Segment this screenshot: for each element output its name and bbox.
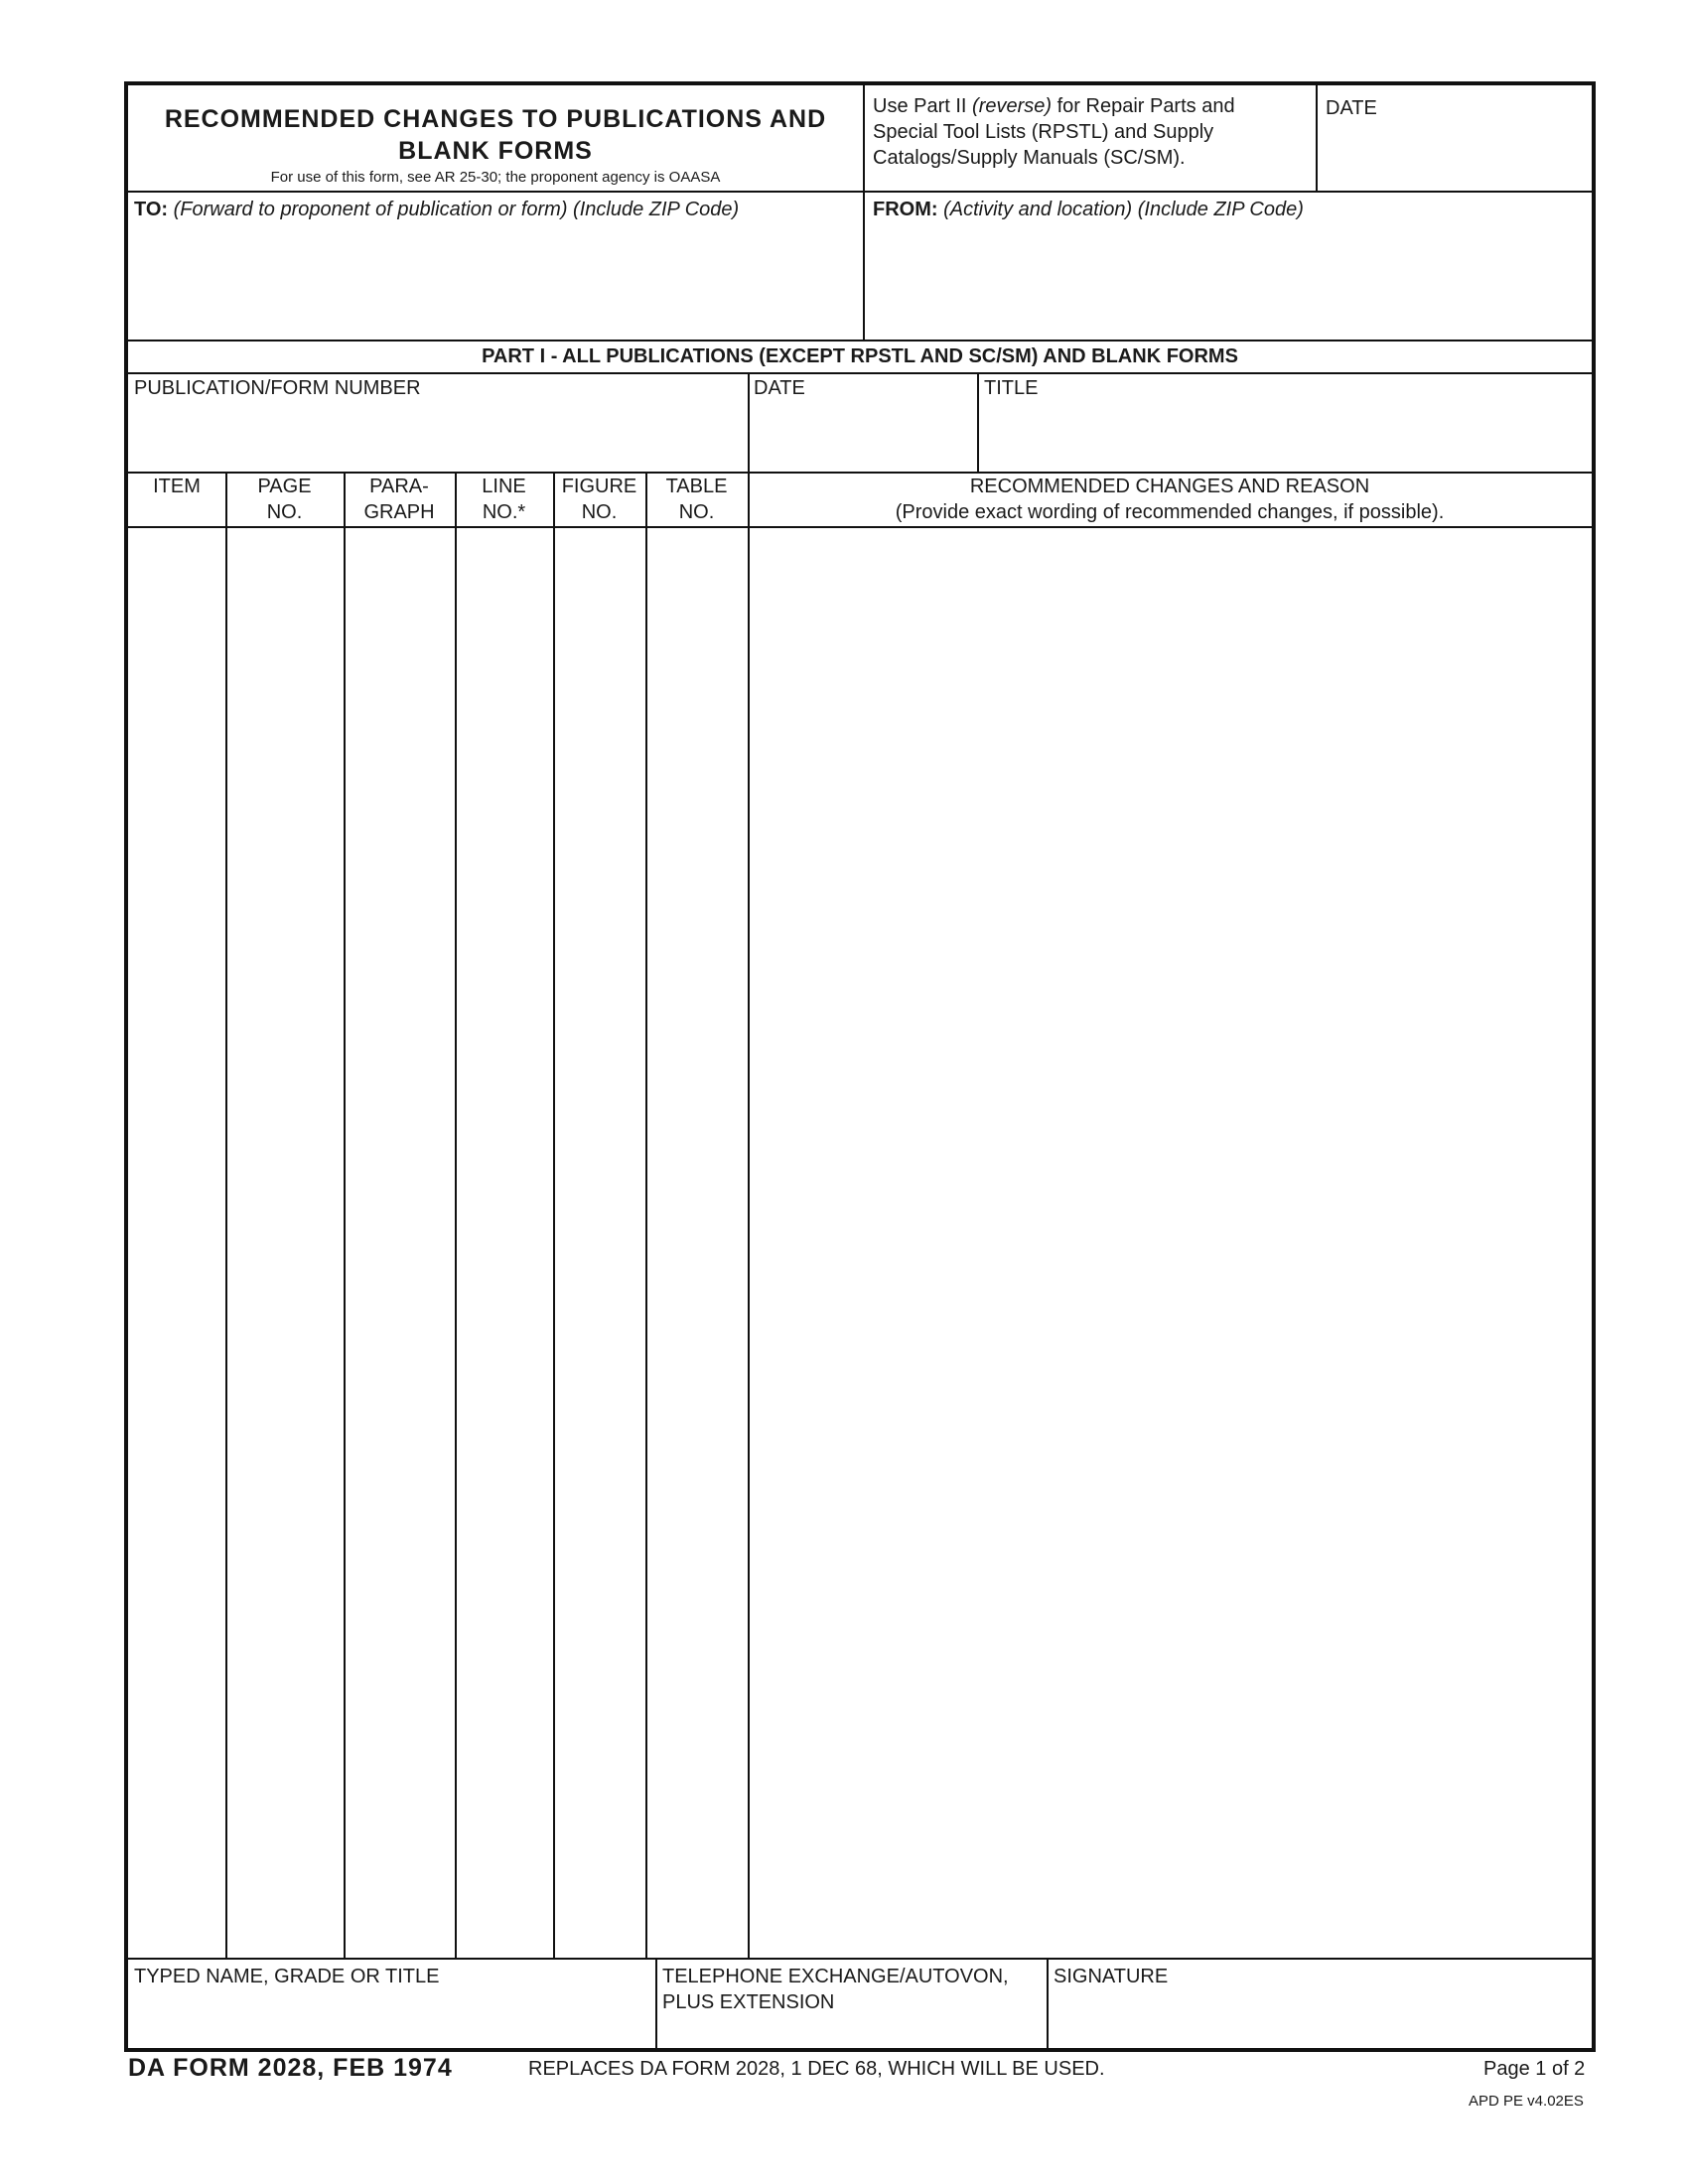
telephone-label-line1: TELEPHONE EXCHANGE/AUTOVON,: [662, 1966, 1009, 1987]
column-divider: [344, 472, 346, 1958]
col-header-line1: PAGE: [257, 476, 312, 497]
col-header-line1: TABLE: [665, 476, 728, 497]
divider: [128, 340, 1592, 341]
line-no-column-field[interactable]: [460, 532, 549, 1952]
pub-date-field[interactable]: [754, 407, 970, 447]
signature-field[interactable]: [1054, 1993, 1584, 2049]
part1-heading: PART I - ALL PUBLICATIONS (EXCEPT RPSTL AND SC/SM) AND BLANK FORMS: [482, 345, 1238, 367]
pub-title-label: TITLE: [984, 377, 1039, 399]
col-header-item: [128, 474, 225, 499]
col-header-recommended-changes: [748, 474, 1592, 525]
divider: [863, 85, 865, 191]
header-date-field[interactable]: [1326, 129, 1584, 169]
pub-date-label: DATE: [754, 377, 805, 399]
col-header-line1: ITEM: [153, 476, 201, 497]
form-frame: [124, 81, 1596, 2052]
divider: [128, 1958, 1592, 1960]
column-divider: [455, 472, 457, 1958]
divider: [128, 372, 1592, 374]
from-label-group: [873, 197, 1304, 222]
pub-title-field[interactable]: [984, 407, 1584, 447]
divider: [655, 1958, 657, 2052]
use-part-line2: Special Tool Lists (RPSTL) and Supply: [873, 121, 1214, 143]
telephone-label: [662, 1964, 1009, 2015]
divider: [863, 191, 865, 340]
page-no-column-field[interactable]: [230, 532, 340, 1952]
col-header-page: [225, 474, 344, 525]
divider: [128, 526, 1592, 528]
divider: [1047, 1958, 1049, 2052]
col-header-line1: RECOMMENDED CHANGES AND REASON: [969, 476, 1370, 497]
typed-name-field[interactable]: [134, 1997, 648, 2041]
recommended-changes-field[interactable]: [754, 532, 1586, 1952]
from-label: FROM:: [873, 199, 938, 220]
telephone-label-line2: PLUS EXTENSION: [662, 1991, 835, 2013]
header-date-label: DATE: [1326, 97, 1377, 119]
form-title-line2: BLANK FORMS: [398, 137, 593, 165]
col-header-line1: FIGURE: [561, 476, 637, 497]
col-header-line2: (Provide exact wording of recommended changes, if possible).: [895, 501, 1445, 523]
to-hint: (Forward to proponent of publication or form) (Include ZIP Code): [173, 199, 740, 220]
from-hint: (Activity and location) (Include ZIP Code): [943, 199, 1304, 220]
col-header-line2: NO.: [581, 501, 618, 523]
figure-no-column-field[interactable]: [558, 532, 641, 1952]
col-header-paragraph: [344, 474, 455, 525]
use-part-prefix: Use Part II: [873, 95, 973, 117]
col-header-table: [645, 474, 748, 525]
pub-number-label: PUBLICATION/FORM NUMBER: [134, 377, 421, 399]
use-part-note: [873, 93, 1235, 171]
col-header-line2: NO.*: [482, 501, 526, 523]
table-no-column-field[interactable]: [650, 532, 744, 1952]
form-title: [128, 103, 863, 167]
divider: [977, 372, 979, 472]
col-header-line1: PARA-: [369, 476, 429, 497]
replaces-note: REPLACES DA FORM 2028, 1 DEC 68, WHICH WILL BE USED.: [528, 2058, 1105, 2080]
use-part-suffix: for Repair Parts and: [1052, 95, 1235, 117]
col-header-line2: GRAPH: [363, 501, 435, 523]
form-subtitle: For use of this form, see AR 25-30; the proponent agency is OAASA: [270, 169, 721, 186]
col-header-figure: [553, 474, 645, 525]
typed-name-label: TYPED NAME, GRADE OR TITLE: [134, 1966, 440, 1987]
item-column-field[interactable]: [132, 532, 221, 1952]
column-divider: [225, 472, 227, 1958]
from-address-field[interactable]: [873, 228, 1584, 336]
col-header-line: [455, 474, 553, 525]
col-header-line2: NO.: [266, 501, 303, 523]
telephone-field[interactable]: [662, 2017, 1040, 2047]
divider: [1316, 85, 1318, 191]
column-divider: [553, 472, 555, 1958]
to-label-group: [134, 197, 739, 222]
col-header-line2: NO.: [678, 501, 715, 523]
divider: [128, 191, 1592, 193]
signature-label: SIGNATURE: [1054, 1966, 1169, 1987]
col-header-line1: LINE: [482, 476, 526, 497]
to-address-field[interactable]: [134, 228, 853, 336]
column-divider: [645, 472, 647, 1958]
pub-number-field[interactable]: [134, 407, 740, 447]
use-part-reverse: (reverse): [972, 95, 1053, 117]
use-part-line3: Catalogs/Supply Manuals (SC/SM).: [873, 147, 1186, 169]
form-title-line1: RECOMMENDED CHANGES TO PUBLICATIONS AND: [164, 105, 827, 133]
divider: [748, 372, 750, 1958]
page-number: Page 1 of 2: [1483, 2058, 1586, 2080]
form-version: APD PE v4.02ES: [1469, 2093, 1584, 2110]
form-id: DA FORM 2028, FEB 1974: [128, 2054, 453, 2082]
to-label: TO:: [134, 199, 169, 220]
paragraph-column-field[interactable]: [349, 532, 451, 1952]
